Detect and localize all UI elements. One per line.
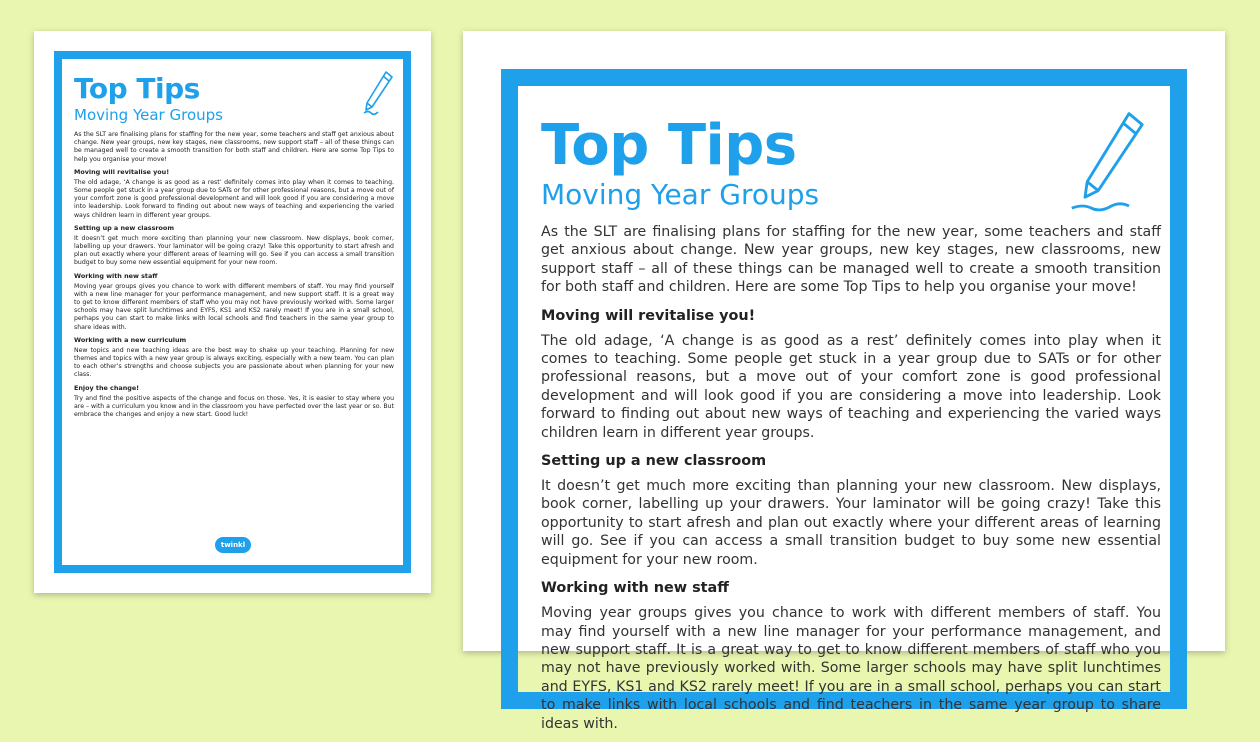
document-content-large — [541, 115, 1161, 742]
section-heading: Setting up a new classroom — [541, 453, 767, 470]
intro-paragraph: As the SLT are finalising plans for staffing for the new year, some teachers and staff get anxious about change. New year groups, new key stages, new classrooms, new support staff – all of these things can be managed well to create a smooth transition for both staff and children. Here are some Top Tips to help you organise your move! — [541, 224, 1161, 296]
section-heading: Setting up a new classroom — [74, 223, 174, 232]
section-heading: Working with a new curriculum — [74, 335, 187, 344]
document-title: Top Tips — [541, 113, 797, 178]
intro-paragraph: As the SLT are finalising plans for staffing for the new year, some teachers and staff get anxious about change. New year groups, new key stages, new classrooms, new support staff – all of these things can be managed well to create a smooth transition for both staff and children. Here are some Top Tips to help you organise your move! — [74, 131, 394, 163]
document-title: Top Tips — [74, 72, 200, 105]
section-body: Try and find the positive aspects of the change and focus on those. Yes, it is easier to stay where you are – with a curriculum you know and in the classroom you have perfected over the last year or so. But embrace the changes and enjoy a new start. Good luck! — [74, 394, 394, 419]
section-heading: Moving will revitalise you! — [74, 167, 170, 176]
section-body: Moving year groups gives you chance to work with different members of staff. You may find yourself with a new line manager for your performance management, and new support staff. It is a great way to get to know different members of staff who you may not have previously worked with. Some larger schools may have split lunchtimes and EYFS, KS1 and KS2 rarely meet! If you are in a small school, perhaps you can start to make links with local schools and find teachers in the same year group to share ideas with. — [74, 282, 394, 331]
document-subtitle: Moving Year Groups — [74, 106, 223, 124]
section-body: Moving year groups gives you chance to work with different members of staff. You may find yourself with a new line manager for your performance management, and new support staff. It is a great way to get to know different members of staff who you may not have previously worked with. Some larger schools may have split lunchtimes and EYFS, KS1 and KS2 rarely meet! If you are in a small school, perhaps you can start to make links with local schools and find teachers in the same year group to share ideas with. — [541, 605, 1161, 732]
document-thumbnail — [34, 31, 431, 593]
twinkl-logo: twinkl — [215, 537, 251, 553]
section-heading: Working with new staff — [74, 271, 158, 280]
document-zoomed — [463, 31, 1225, 732]
document-content-small — [74, 73, 394, 423]
section-body: New topics and new teaching ideas are the best way to shake up your teaching. Planning for new themes and topics with a new year group is always exciting, especially with a new team. You can plan to each other’s strengths and choose subjects you are passionate about when planning for your new class. — [74, 346, 394, 379]
section-heading: Enjoy the change! — [74, 383, 140, 392]
section-body: It doesn’t get much more exciting than planning your new classroom. New displays, book corner, labelling up your drawers. Your laminator will be going crazy! Take this opportunity to start afresh and plan out exactly where your different areas of learning will go. See if you can access a small transition budget to buy some new essential equipment for your new room. — [74, 234, 394, 267]
section-body: The old adage, ‘A change is as good as a rest’ definitely comes into play when it comes to teaching. Some people get stuck in a year group due to SATs or for other professional reasons, but a move out of your comfort zone is good professional development and will look good if you are considering a move into leadership. Look forward to finding out about new ways of teaching and experiencing the varied ways children learn in different year groups. — [541, 332, 1161, 441]
section-body: It doesn’t get much more exciting than planning your new classroom. New displays, book corner, labelling up your drawers. Your laminator will be going crazy! Take this opportunity to start afresh and plan out exactly where your different areas of learning will go. See if you can access a small transition budget to buy some new essential equipment for your new room. — [541, 478, 1161, 568]
document-subtitle: Moving Year Groups — [541, 178, 820, 211]
section-body: The old adage, ‘A change is as good as a rest’ definitely comes into play when it comes to teaching. Some people get stuck in a year group due to SATs or for other professional reasons, but a move out of your comfort zone is good professional development and will look good if you are considering a move into leadership. Look forward to finding out about new ways of teaching and experiencing the varied ways children learn in different year groups. — [74, 178, 394, 219]
section-heading: Working with new staff — [541, 580, 729, 597]
section-heading: Moving will revitalise you! — [541, 307, 756, 324]
